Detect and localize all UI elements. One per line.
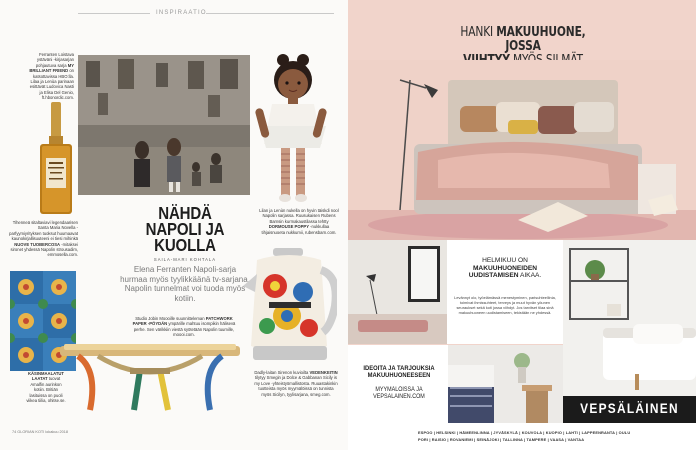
bedroom-photo-white (563, 240, 696, 396)
bedroom-photo-lamp (348, 240, 447, 344)
caption-table-post: ympärille mahtuu isompikin hälisevä perhe. Sen värikkiin viestä syötetään Napolin tuumille, moooi.com. (133, 321, 236, 338)
caption-doll-post: -nukkullaa tihjaisnuoeta nukkumii, rubensbarn.com. (261, 224, 337, 235)
article-byline: SAILA-MARI KOHTALA (153, 257, 217, 262)
caption-tv-series-bold: MY BRILLIANT FRIEND (29, 62, 74, 74)
caption-tv-series-pre: Ferranten Loistava ystäväni -kirjasarjan pohjautuva sarja (35, 52, 74, 68)
caption-kettle-pre: Dadly-laitan Sirenon kuvioilta (254, 370, 310, 375)
store-list-line-1: ESPOO | HELSINKI | HÄMEENLINNA | JYVÄSKYLÄ | KOUVOLA | KUOPIO | LAHTI | LAPPEENRANTA | OULU (418, 430, 631, 435)
caption-perfume-bold: NUOVE TUOBERCOSA (14, 241, 61, 247)
article-headline: NÄHDÄ NAPOLI JA KUOLLA (145, 203, 225, 255)
caption-table-bold: PATCHWORK PAPER -PÖYDÄN (132, 316, 233, 327)
caption-table (128, 316, 240, 338)
info-box (447, 240, 563, 344)
caption-doll (258, 208, 340, 235)
bedroom-photo-beds (448, 345, 563, 423)
info-body: Levännyt olo, työelämässä menestyminen, parisuhteellinia, toimivat ihmissuhteet, terveys ja muut hyvän yöunen seuraukset sekä koti jossa viihdyt. Jos tarvitset tilaa sinä makuuhuoneen uudistamiseen, tekistään ne yhdessä. (454, 295, 556, 315)
header-rule-left (78, 13, 150, 14)
ideas-box (348, 345, 448, 423)
caption-perfume-pre: Tihenneä sitaltaviavi legendaarisen Santa Maria Novella -parfyymiyrityksen tuoksut huumaavat kaunokirjallisuuteeni ei tiesi mihinkä (9, 220, 78, 242)
info-title-2: MAKUUHUONEIDEN (472, 264, 538, 272)
info-title-1: HELMIKUU ON (482, 257, 528, 264)
ad-headline-bold-1: MAKUUHUONE, JOSSA (496, 25, 586, 54)
brand-logo[interactable]: VEPSÄLÄINEN (580, 400, 679, 416)
section-label: INSPIRAATIO (156, 10, 207, 16)
caption-tv-series-post: on katsottavissa HBO:lla. Lilaa ja Lenùa parinaan esittävät Ludovica Nasti ja Elisa Del Genio, ft.hbonordic.com. (29, 68, 74, 101)
retro-kettle-icon (243, 246, 337, 366)
info-title-4: AIKAA. (518, 272, 542, 280)
caption-kettle (254, 370, 338, 397)
ideas-subtitle: MYYMÄLÖISSÄ JA VEPSALAINEN.COM (373, 387, 425, 400)
info-title-3: UUDISTAMISEN (468, 272, 519, 280)
article-lede: Elena Ferranten Napoli-sarja hurmaa myös tyylikkäänä tv-sarjana. Napolin tunnelmat voi tuoda myös kotiin. (120, 265, 250, 303)
caption-kettle-post: tilytyy Smegin ja Dolce & Gabbanan Sicily is my Love -yhteistyömallistosta. Ruuastakinkin tuotteista myös myymälöissä on tunnista myös Sicilyn, tyylisarjana, smeg.com. (254, 375, 338, 397)
caption-tile-post: tuovat Amalfin aurinkon kotiin. Britiän lasituissa on puoli viikea tiilia, ohitse.se. (26, 376, 66, 404)
caption-kettle-bold: VEDENKEITIN (309, 370, 338, 375)
bedroom-hero-photo (348, 60, 696, 240)
caption-perfume (8, 220, 78, 258)
patchwork-table-icon (58, 340, 242, 412)
caption-tile-bold: KÄSINMAALATUT LAATAT (28, 371, 64, 382)
caption-perfume-post: -mitaksei sironet yhdessä Napolin strousadim, emmosella.com. (10, 241, 78, 258)
caption-doll-pre: Lilan ja Lenùn nukella on hyvin täiskdi nool Napolin sarjassa. Ruusukaisen Rubens Barnsin kurmakaustilassa tehtty (259, 208, 339, 224)
ideas-title: IDEOITA JA TARJOUKSIA MAKUUHUONEESEEN (363, 365, 435, 380)
ad-headline-light-1: HANKI (460, 25, 497, 40)
info-title (452, 257, 558, 280)
rag-doll-icon (250, 52, 330, 204)
caption-doll-bold: DORMOUSE POPPY (268, 224, 309, 230)
perfume-bottle-icon (38, 102, 74, 217)
store-list-line-2: PORI | RAISIO | ROVANIEMI | SEINÄJOKI | TALLINNA | TAMPERE | VAASA | VANTAA (418, 437, 585, 442)
caption-table-pre: Studio Jobin Moooille suunnitteleman (135, 316, 206, 321)
page-footer: 74 GLORIAN KOTI lokakuu 2018 (12, 430, 68, 434)
header-rule-right (206, 13, 334, 14)
caption-tv-series (28, 52, 74, 101)
street-scene-photo (78, 55, 250, 195)
